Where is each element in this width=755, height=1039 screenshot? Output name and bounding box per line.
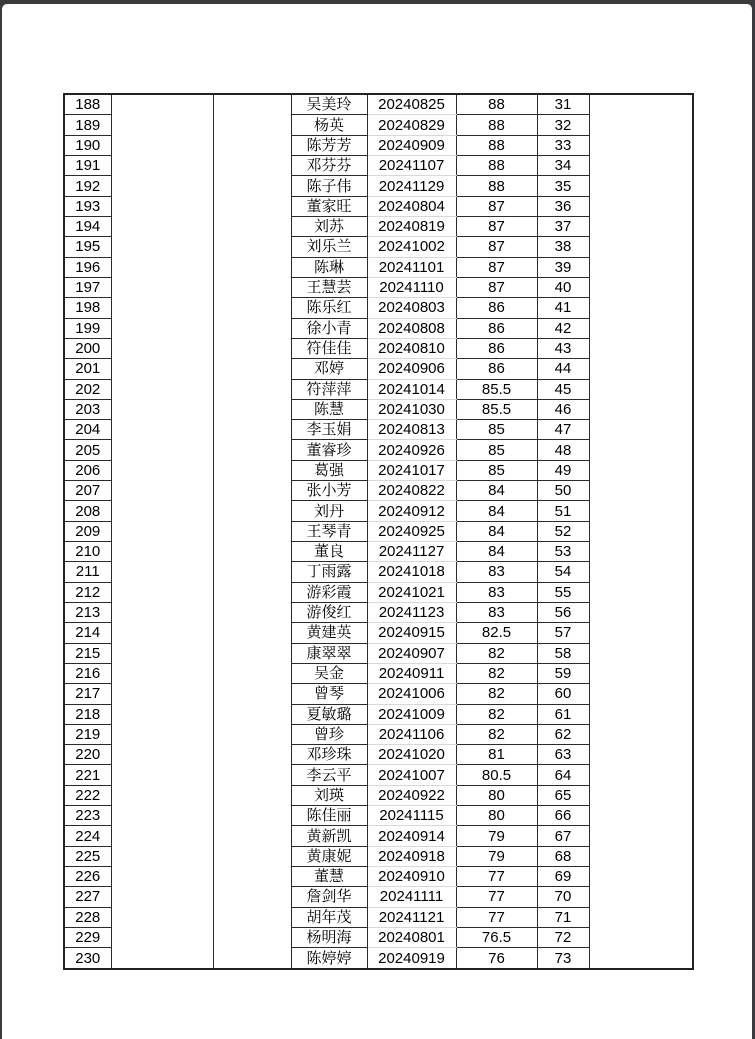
score-cell: 76.5 [456,927,537,947]
name-cell: 王琴青 [291,521,367,541]
name-cell: 董家旺 [291,196,367,216]
row-number-cell: 229 [64,927,111,947]
name-cell: 董睿珍 [291,440,367,460]
row-number-cell: 215 [64,643,111,663]
name-cell: 徐小青 [291,318,367,338]
row-number-cell: 223 [64,806,111,826]
score-cell: 81 [456,745,537,765]
name-cell: 陈琳 [291,257,367,277]
date-cell: 20241121 [367,907,456,927]
rank-cell: 37 [537,217,589,237]
rank-cell: 62 [537,724,589,744]
name-cell: 陈子伟 [291,176,367,196]
row-number-cell: 218 [64,704,111,724]
date-cell: 20240813 [367,420,456,440]
rank-cell: 35 [537,176,589,196]
rank-cell: 47 [537,420,589,440]
blank-column-3-cell [589,94,693,969]
score-cell: 86 [456,318,537,338]
row-number-cell: 225 [64,846,111,866]
score-cell: 77 [456,867,537,887]
rank-cell: 67 [537,826,589,846]
score-cell: 80 [456,806,537,826]
name-cell: 刘瑛 [291,785,367,805]
score-cell: 79 [456,826,537,846]
name-cell: 胡年茂 [291,907,367,927]
name-cell: 邓芬芬 [291,156,367,176]
date-cell: 20241018 [367,562,456,582]
score-cell: 82 [456,643,537,663]
date-cell: 20241111 [367,887,456,907]
score-cell: 87 [456,257,537,277]
score-cell: 85 [456,460,537,480]
name-cell: 李云平 [291,765,367,785]
rank-cell: 57 [537,623,589,643]
date-cell: 20241009 [367,704,456,724]
row-number-cell: 189 [64,115,111,135]
date-cell: 20241107 [367,156,456,176]
score-cell: 85.5 [456,399,537,419]
score-cell: 85.5 [456,379,537,399]
name-cell: 曾琴 [291,684,367,704]
rank-cell: 52 [537,521,589,541]
rank-cell: 56 [537,602,589,622]
row-number-cell: 192 [64,176,111,196]
row-number-cell: 210 [64,542,111,562]
rank-cell: 51 [537,501,589,521]
row-number-cell: 194 [64,217,111,237]
date-cell: 20241002 [367,237,456,257]
row-number-cell: 188 [64,94,111,115]
date-cell: 20240915 [367,623,456,643]
date-cell: 20241110 [367,277,456,297]
rank-cell: 34 [537,156,589,176]
date-cell: 20241007 [367,765,456,785]
date-cell: 20240907 [367,643,456,663]
score-cell: 88 [456,135,537,155]
rank-cell: 31 [537,94,589,115]
blank-column-2-cell [213,94,291,969]
score-cell: 80.5 [456,765,537,785]
name-cell: 游彩霞 [291,582,367,602]
rank-cell: 53 [537,542,589,562]
date-cell: 20240918 [367,846,456,866]
name-cell: 丁雨露 [291,562,367,582]
rank-cell: 43 [537,338,589,358]
name-cell: 陈婷婷 [291,948,367,969]
row-number-cell: 190 [64,135,111,155]
score-cell: 79 [456,846,537,866]
score-cell: 87 [456,237,537,257]
score-cell: 77 [456,887,537,907]
row-number-cell: 191 [64,156,111,176]
row-number-cell: 224 [64,826,111,846]
score-cell: 84 [456,501,537,521]
rank-cell: 33 [537,135,589,155]
row-number-cell: 220 [64,745,111,765]
rank-cell: 70 [537,887,589,907]
name-cell: 杨英 [291,115,367,135]
results-table [63,93,694,970]
score-cell: 82.5 [456,623,537,643]
row-number-cell: 216 [64,663,111,683]
date-cell: 20241106 [367,724,456,744]
row-number-cell: 205 [64,440,111,460]
rank-cell: 41 [537,298,589,318]
rank-cell: 59 [537,663,589,683]
date-cell: 20240819 [367,217,456,237]
date-cell: 20240906 [367,359,456,379]
rank-cell: 66 [537,806,589,826]
table-row [64,94,693,115]
name-cell: 陈慧 [291,399,367,419]
row-number-cell: 228 [64,907,111,927]
row-number-cell: 193 [64,196,111,216]
score-cell: 86 [456,359,537,379]
score-cell: 83 [456,602,537,622]
row-number-cell: 203 [64,399,111,419]
name-cell: 陈乐红 [291,298,367,318]
row-number-cell: 200 [64,338,111,358]
date-cell: 20240912 [367,501,456,521]
date-cell: 20240822 [367,481,456,501]
score-cell: 87 [456,277,537,297]
date-cell: 20240925 [367,521,456,541]
name-cell: 夏敏璐 [291,704,367,724]
name-cell: 吴美玲 [291,94,367,115]
row-number-cell: 208 [64,501,111,521]
name-cell: 曾珍 [291,724,367,744]
rank-cell: 44 [537,359,589,379]
name-cell: 詹剑华 [291,887,367,907]
document-page [2,4,752,1039]
date-cell: 20240909 [367,135,456,155]
row-number-cell: 230 [64,948,111,969]
score-cell: 76 [456,948,537,969]
row-number-cell: 201 [64,359,111,379]
score-cell: 83 [456,562,537,582]
date-cell: 20241020 [367,745,456,765]
score-cell: 88 [456,94,537,115]
date-cell: 20240919 [367,948,456,969]
rank-cell: 48 [537,440,589,460]
score-cell: 87 [456,217,537,237]
rank-cell: 58 [537,643,589,663]
date-cell: 20240922 [367,785,456,805]
date-cell: 20241129 [367,176,456,196]
name-cell: 吴金 [291,663,367,683]
score-cell: 85 [456,420,537,440]
score-cell: 86 [456,298,537,318]
row-number-cell: 198 [64,298,111,318]
date-cell: 20240926 [367,440,456,460]
score-cell: 84 [456,481,537,501]
rank-cell: 69 [537,867,589,887]
results-table-body [64,94,693,969]
score-cell: 88 [456,115,537,135]
row-number-cell: 227 [64,887,111,907]
date-cell: 20240804 [367,196,456,216]
date-cell: 20241115 [367,806,456,826]
score-cell: 83 [456,582,537,602]
date-cell: 20241017 [367,460,456,480]
rank-cell: 64 [537,765,589,785]
name-cell: 葛强 [291,460,367,480]
rank-cell: 49 [537,460,589,480]
rank-cell: 40 [537,277,589,297]
row-number-cell: 221 [64,765,111,785]
name-cell: 黄建英 [291,623,367,643]
row-number-cell: 206 [64,460,111,480]
rank-cell: 38 [537,237,589,257]
name-cell: 董良 [291,542,367,562]
name-cell: 游俊红 [291,602,367,622]
name-cell: 邓珍珠 [291,745,367,765]
row-number-cell: 213 [64,602,111,622]
row-number-cell: 222 [64,785,111,805]
name-cell: 康翠翠 [291,643,367,663]
score-cell: 82 [456,663,537,683]
row-number-cell: 209 [64,521,111,541]
rank-cell: 65 [537,785,589,805]
row-number-cell: 196 [64,257,111,277]
date-cell: 20241006 [367,684,456,704]
rank-cell: 68 [537,846,589,866]
score-cell: 88 [456,176,537,196]
date-cell: 20241021 [367,582,456,602]
score-cell: 84 [456,542,537,562]
rank-cell: 54 [537,562,589,582]
score-cell: 80 [456,785,537,805]
blank-column-1-cell [111,94,213,969]
name-cell: 刘丹 [291,501,367,521]
date-cell: 20240911 [367,663,456,683]
date-cell: 20240910 [367,867,456,887]
date-cell: 20241014 [367,379,456,399]
score-cell: 77 [456,907,537,927]
rank-cell: 46 [537,399,589,419]
rank-cell: 61 [537,704,589,724]
row-number-cell: 211 [64,562,111,582]
rank-cell: 72 [537,927,589,947]
rank-cell: 36 [537,196,589,216]
date-cell: 20240803 [367,298,456,318]
row-number-cell: 195 [64,237,111,257]
name-cell: 黄康妮 [291,846,367,866]
rank-cell: 60 [537,684,589,704]
rank-cell: 50 [537,481,589,501]
name-cell: 杨明海 [291,927,367,947]
name-cell: 邓婷 [291,359,367,379]
row-number-cell: 207 [64,481,111,501]
name-cell: 刘苏 [291,217,367,237]
date-cell: 20241101 [367,257,456,277]
rank-cell: 55 [537,582,589,602]
name-cell: 王慧芸 [291,277,367,297]
name-cell: 陈佳丽 [291,806,367,826]
date-cell: 20240829 [367,115,456,135]
name-cell: 刘乐兰 [291,237,367,257]
rank-cell: 71 [537,907,589,927]
date-cell: 20240801 [367,927,456,947]
score-cell: 87 [456,196,537,216]
name-cell: 张小芳 [291,481,367,501]
rank-cell: 32 [537,115,589,135]
rank-cell: 45 [537,379,589,399]
date-cell: 20241127 [367,542,456,562]
row-number-cell: 197 [64,277,111,297]
name-cell: 符萍萍 [291,379,367,399]
rank-cell: 39 [537,257,589,277]
row-number-cell: 214 [64,623,111,643]
date-cell: 20241030 [367,399,456,419]
row-number-cell: 199 [64,318,111,338]
row-number-cell: 202 [64,379,111,399]
score-cell: 84 [456,521,537,541]
row-number-cell: 226 [64,867,111,887]
date-cell: 20240808 [367,318,456,338]
date-cell: 20241123 [367,602,456,622]
date-cell: 20240825 [367,94,456,115]
score-cell: 86 [456,338,537,358]
rank-cell: 73 [537,948,589,969]
score-cell: 82 [456,684,537,704]
score-cell: 82 [456,724,537,744]
row-number-cell: 212 [64,582,111,602]
name-cell: 黄新凯 [291,826,367,846]
row-number-cell: 219 [64,724,111,744]
row-number-cell: 204 [64,420,111,440]
row-number-cell: 217 [64,684,111,704]
name-cell: 符佳佳 [291,338,367,358]
rank-cell: 63 [537,745,589,765]
score-cell: 88 [456,156,537,176]
name-cell: 董慧 [291,867,367,887]
date-cell: 20240914 [367,826,456,846]
score-cell: 85 [456,440,537,460]
name-cell: 陈芳芳 [291,135,367,155]
rank-cell: 42 [537,318,589,338]
score-cell: 82 [456,704,537,724]
name-cell: 李玉娟 [291,420,367,440]
date-cell: 20240810 [367,338,456,358]
